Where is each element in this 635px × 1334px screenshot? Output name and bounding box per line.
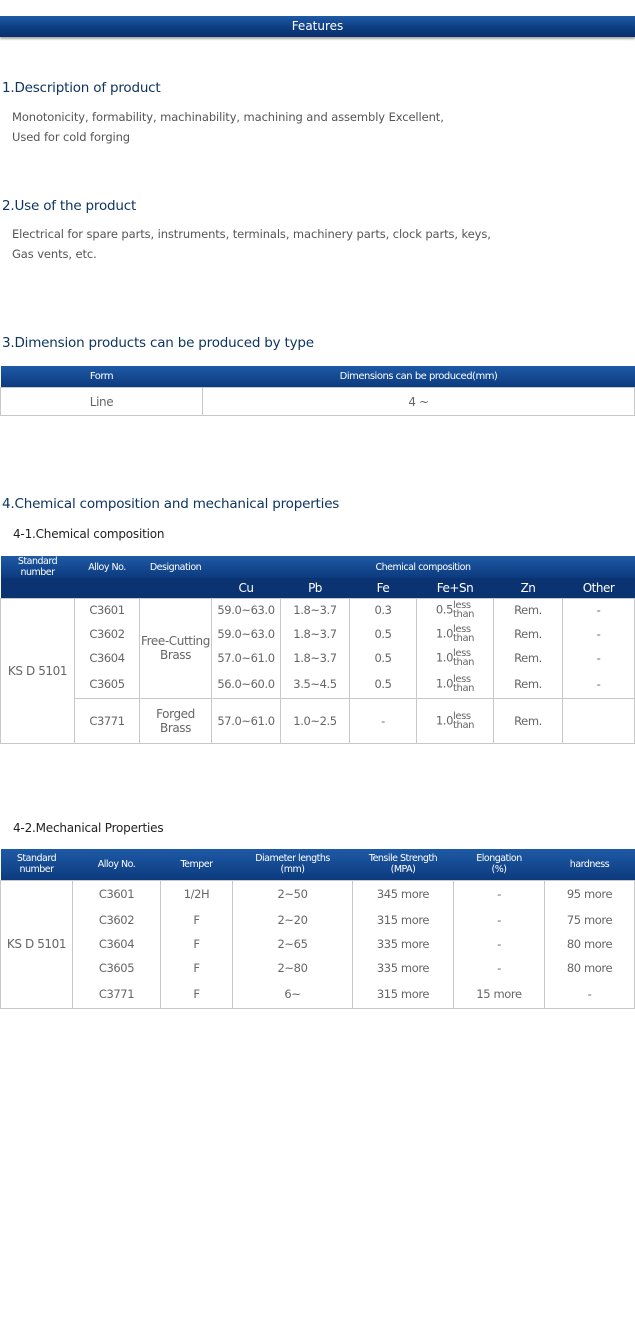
row-form-value: Line [1,388,203,416]
mech-tensile: 315 more [353,908,454,932]
less-than-note [453,649,474,667]
less-than-note [453,712,474,730]
section1-line2: Used for cold forging [12,130,131,144]
mech-diameter: 2~50 [233,880,353,908]
chem-zn: Rem. [494,670,563,698]
table-row [1,622,635,646]
mech-col-elongation-line2: (%) [491,864,507,876]
chem-other: - [563,622,635,646]
mech-diameter: 2~20 [233,908,353,932]
mech-alloy: C3771 [73,980,161,1008]
chem-fe: 0.3 [350,598,417,622]
features-header: Features [0,16,635,37]
mech-hardness: 95 more [545,880,635,908]
mech-alloy: C3604 [73,932,161,956]
mech-col-tensile-line1: Tensile Strength [368,853,438,865]
mech-diameter: 2~65 [233,932,353,956]
less-text: less [452,624,471,635]
chem-cu: 56.0~60.0 [212,670,281,698]
less-text: less [452,673,471,685]
chem-fe: 0.5 [350,646,417,670]
chem-designation-forged: Forged Brass [140,698,212,743]
chem-zn: Rem. [494,646,563,670]
chem-col-standard: Standard number [1,556,75,578]
chem-zn: Rem. [494,598,563,622]
mech-elongation: - [454,932,545,956]
mech-tensile: 335 more [353,956,454,980]
chem-pb: 1.8~3.7 [281,622,350,646]
chem-fesn-value: 1.0 [435,676,453,691]
mech-hardness: 80 more [545,932,635,956]
chem-other: - [563,670,635,698]
chem-cu: 59.0~63.0 [212,622,281,646]
chem-pb: 1.8~3.7 [281,646,350,670]
col-dimensions: Dimensions can be produced(mm) [203,366,635,388]
chem-fesn-value: 0.5 [435,602,453,617]
section4-sub1-title: 4-1.Chemical composition [13,527,165,541]
table-row [1,908,635,932]
chem-col-cu: Cu [212,578,281,598]
mech-col-diameter [233,849,353,880]
section2-line1: Electrical for spare parts, instruments, terminals, machinery parts, clock parts, keys, [12,227,491,241]
mech-hardness: 80 more [545,956,635,980]
table-row [1,598,635,622]
chem-fesn [417,622,494,646]
mech-col-elongation [454,849,545,880]
chem-alloy: C3605 [75,670,140,698]
chemical-composition-table [0,556,635,744]
section2-line2: Gas vents, etc. [12,247,97,261]
mech-col-temper: Temper [161,849,233,880]
mech-tensile: 335 more [353,932,454,956]
chem-alloy: C3602 [75,622,140,646]
mech-col-tensile [353,849,454,880]
chem-col-fe: Fe [350,578,417,598]
chem-cu: 59.0~63.0 [212,598,281,622]
chem-standard-cell: KS D 5101 [1,598,75,743]
than-text: than [452,609,475,621]
chem-fesn [417,698,494,743]
mech-alloy: C3601 [73,880,161,908]
mech-elongation: - [454,908,545,932]
section1-title: 1.Description of product [2,80,161,96]
chem-fesn-value: 1.0 [435,713,453,727]
chem-pb: 1.8~3.7 [281,598,350,622]
chem-col-zn: Zn [494,578,563,598]
mech-alloy: C3602 [73,908,161,932]
section2-title: 2.Use of the product [2,198,137,214]
chem-col-pb: Pb [281,578,350,598]
table-row [1,956,635,980]
less-than-note [453,625,474,643]
mech-hardness: 75 more [545,908,635,932]
mech-temper: F [161,956,233,980]
section1-line1: Monotonicity, formability, machinability, machining and assembly Excellent, [12,110,444,124]
mechanical-properties-table [0,849,635,1009]
chem-alloy: C3771 [75,698,140,743]
chem-zn: Rem. [494,622,563,646]
chem-fesn [417,646,494,670]
chem-fesn [417,598,494,622]
section3-title: 3.Dimension products can be produced by type [2,335,314,351]
less-text: less [452,600,471,612]
less-text: less [452,648,471,659]
section4-title: 4.Chemical composition and mechanical properties [2,496,340,512]
chem-fesn-value: 1.0 [435,650,453,665]
than-text: than [452,633,475,644]
chem-zn: Rem. [494,698,563,743]
table-row [1,880,635,908]
chem-cu: 57.0~61.0 [212,646,281,670]
mech-elongation: - [454,956,545,980]
section1-description [12,107,444,147]
chem-fe: - [350,698,417,743]
mech-temper: F [161,908,233,932]
mech-col-elongation-line1: Elongation [476,853,522,865]
mech-col-standard-line1: Standard [16,853,57,865]
section2-description [12,224,491,264]
less-than-note [453,675,474,693]
chem-pb: 1.0~2.5 [281,698,350,743]
chem-other: - [563,598,635,622]
mech-elongation: 15 more [454,980,545,1008]
chem-pb: 3.5~4.5 [281,670,350,698]
chem-col-composition: Chemical composition [212,556,635,578]
than-text: than [452,719,475,731]
chem-fe: 0.5 [350,670,417,698]
mech-col-diameter-line2: (mm) [280,864,305,876]
chem-col-alloy: Alloy No. [75,556,140,578]
chem-fe: 0.5 [350,622,417,646]
mech-elongation: - [454,880,545,908]
less-text: less [452,710,471,722]
chem-other: - [563,646,635,670]
chem-alloy: C3601 [75,598,140,622]
mech-tensile: 315 more [353,980,454,1008]
mech-temper: 1/2H [161,880,233,908]
col-form: Form [1,366,203,388]
mech-col-alloy: Alloy No. [73,849,161,880]
mech-tensile: 345 more [353,880,454,908]
mech-col-hardness: hardness [545,849,635,880]
table-row [1,980,635,1008]
chem-col-fesn: Fe+Sn [417,578,494,598]
table-row [1,670,635,698]
chem-alloy: C3604 [75,646,140,670]
mech-diameter: 6~ [233,980,353,1008]
section4-sub2-title: 4-2.Mechanical Properties [13,821,164,835]
mech-col-tensile-line2: (MPA) [390,864,416,876]
than-text: than [452,682,475,694]
chem-designation-free-cutting: Free-Cutting Brass [140,598,212,698]
mech-temper: F [161,932,233,956]
table-row [1,646,635,670]
than-text: than [452,657,475,668]
less-than-note [453,601,474,619]
mech-col-standard-line2: number [19,864,54,876]
dimension-table [0,366,635,416]
chem-col-other: Other [563,578,635,598]
mech-col-diameter-line1: Diameter lengths [255,853,330,865]
chem-other [563,698,635,743]
mech-diameter: 2~80 [233,956,353,980]
table-row [1,932,635,956]
row-dimensions-value: 4 ~ [203,388,635,416]
chem-fesn-value: 1.0 [435,626,453,641]
mech-alloy: C3605 [73,956,161,980]
chem-cu: 57.0~61.0 [212,698,281,743]
mech-temper: F [161,980,233,1008]
chem-fesn [417,670,494,698]
mech-col-standard [1,849,73,880]
table-row [1,698,635,743]
mech-hardness: - [545,980,635,1008]
chem-col-designation: Designation [140,556,212,578]
mech-standard-cell: KS D 5101 [1,880,73,1008]
